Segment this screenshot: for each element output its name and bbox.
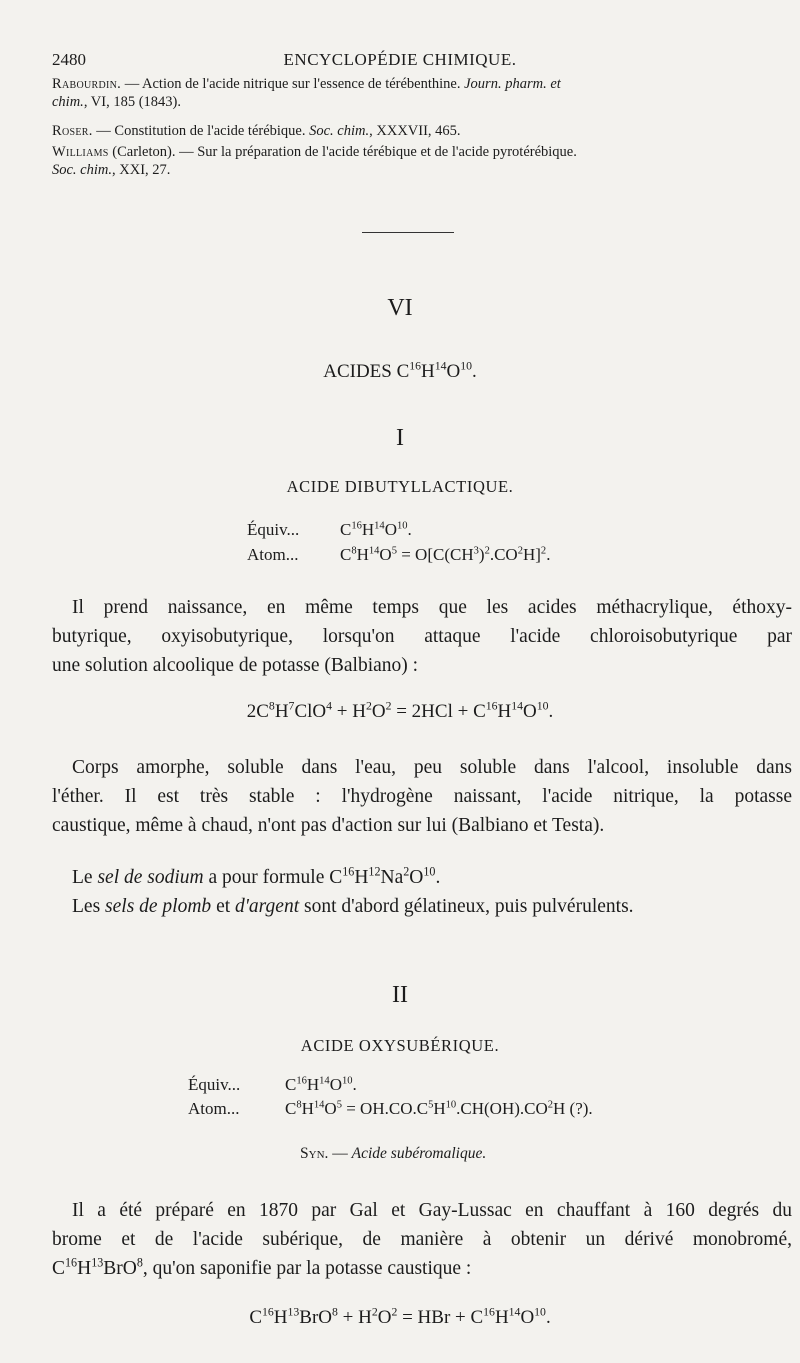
section-divider bbox=[362, 232, 454, 233]
paragraph-line: $C^{16}H^{13}BrO^8$, qu'on saponifie par la potasse caustique : bbox=[52, 1255, 472, 1279]
atom-formula: $C^8H^{14}O^5 = OH.CO.C^5H^{10}.CH(OH).CO^2H$ (?). bbox=[285, 1099, 593, 1118]
reference-text: (Carleton). — Sur la préparation de l'acide térébique et de l'acide pyrotérébique. bbox=[108, 144, 577, 160]
reference-author: Roser. bbox=[52, 123, 93, 139]
reference-text: , XXXVII, 465. bbox=[369, 123, 461, 139]
paragraph-properties bbox=[52, 753, 792, 840]
equiv-formula: $C^{16}H^{14}O^{10}$. bbox=[340, 520, 412, 539]
reference-source: Journ. pharm. et bbox=[464, 76, 561, 92]
reference-source: Soc. chim. bbox=[309, 123, 370, 139]
paragraph-line: une solution alcoolique de potasse (Balbiano) : bbox=[52, 655, 419, 676]
paragraph-line: Il prend naissance, en même temps que les acides méthacrylique, éthoxy- bbox=[72, 597, 792, 618]
section-numeral-vi: VI bbox=[387, 295, 413, 321]
section-numeral-ii: II bbox=[392, 982, 408, 1008]
section-title-vi: ACIDES $C^{16}H^{14}O^{10}$. bbox=[323, 359, 477, 382]
reference-text: — Constitution de l'acide térébique. bbox=[92, 123, 310, 139]
reference-source: chim. bbox=[52, 94, 84, 110]
reference-williams-cont bbox=[52, 161, 170, 179]
emphasis-text: d'argent bbox=[235, 896, 300, 917]
reference-text: , VI, 185 (1843). bbox=[83, 94, 182, 110]
paragraph-line: l'éther. Il est très stable : l'hydrogène naissant, l'acide nitrique, la potasse bbox=[52, 786, 792, 807]
emphasis-text: sel de sodium bbox=[97, 867, 204, 888]
atom-label: Atom... bbox=[247, 545, 299, 564]
paragraph-line: Corps amorphe, soluble dans l'eau, peu soluble dans l'alcool, insoluble dans bbox=[72, 757, 792, 778]
paragraph-preparation bbox=[52, 1196, 792, 1283]
paragraph-sodium-salt: Le sel de sodium a pour formule $C^{16}H^{12}Na^2O^{10}$. bbox=[72, 864, 441, 888]
paragraph-line: caustique, même à chaud, n'ont pas d'action sur lui (Balbiano et Testa). bbox=[52, 815, 605, 836]
equiv-formula: $C^{16}H^{14}O^{10}$. bbox=[285, 1075, 357, 1094]
synonym-line: Syn. — Acide subéromalique. bbox=[300, 1145, 487, 1162]
equiv-label: Équiv... bbox=[188, 1075, 241, 1094]
reference-rabourdin-cont bbox=[52, 93, 181, 111]
paragraph-line: Il a été préparé en 1870 par Gal et Gay-Lussac en chauffant à 160 degrés du bbox=[72, 1200, 792, 1221]
page-number: 2480 bbox=[52, 50, 86, 69]
paragraph-line: brome et de l'acide subérique, de manière à obtenir un dérivé monobromé, bbox=[52, 1229, 792, 1250]
section-numeral-i: I bbox=[396, 425, 404, 451]
emphasis-text: sels de plomb bbox=[105, 896, 212, 917]
paragraph-line: butyrique, oxyisobutyrique, lorsqu'on attaque l'acide chloroisobutyrique par bbox=[52, 626, 792, 647]
compound-title-oxysuberique: ACIDE OXYSUBÉRIQUE. bbox=[300, 1036, 500, 1055]
compound-title-dibutyllactique: ACIDE DIBUTYLLACTIQUE. bbox=[286, 477, 514, 496]
paragraph-formation bbox=[52, 593, 792, 680]
reference-roser bbox=[52, 122, 461, 140]
atom-label: Atom... bbox=[188, 1099, 240, 1118]
running-title: ENCYCLOPÉDIE CHIMIQUE. bbox=[283, 50, 517, 69]
equiv-label: Équiv... bbox=[247, 520, 300, 539]
equation-saponification: $C^{16}H^{13}BrO^8 + H^2O^2$ = HBr + $C^{16}H^{14}O^{10}$. bbox=[249, 1305, 551, 1328]
reference-author: Rabourdin. bbox=[52, 76, 122, 92]
equation-formation: $2C^8H^7ClO^4 + H^2O^2 = 2HCl + C^{16}H^{14}O^{10}$. bbox=[246, 699, 554, 722]
reference-author: Williams bbox=[52, 144, 109, 160]
reference-source: Soc. chim. bbox=[52, 162, 112, 178]
atom-formula: $C^8H^{14}O^5 = O[C(CH^3)^2.CO^2H]^2$. bbox=[340, 545, 551, 564]
reference-rabourdin bbox=[52, 75, 561, 93]
reference-text: , XXI, 27. bbox=[112, 162, 171, 178]
paragraph-lead-silver-salts: Les sels de plomb et d'argent sont d'abord gélatineux, puis pulvérulents. bbox=[72, 896, 634, 917]
reference-williams bbox=[52, 143, 577, 161]
reference-text: — Action de l'acide nitrique sur l'essence de térébenthine. bbox=[121, 76, 465, 92]
synonym-text: Acide subéromalique. bbox=[351, 1145, 487, 1162]
synonym-label: Syn. bbox=[300, 1145, 329, 1162]
